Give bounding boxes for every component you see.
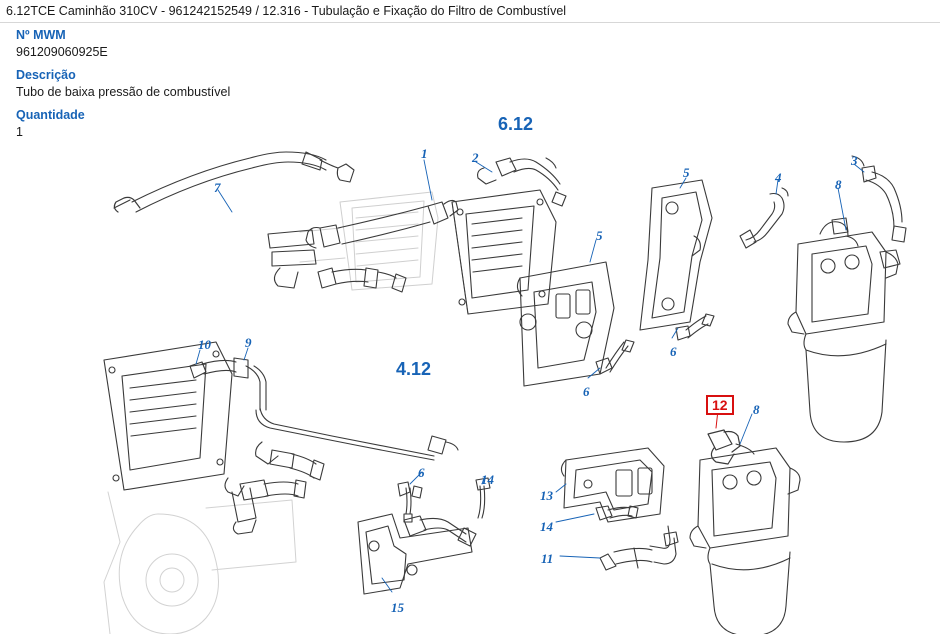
callout-5[interactable]: 5: [683, 165, 690, 180]
quantity-label: Quantidade: [16, 108, 85, 122]
callout-8[interactable]: 8: [753, 402, 760, 417]
callout-1[interactable]: 1: [421, 146, 428, 161]
callout-9[interactable]: 9: [245, 335, 252, 350]
callout-13[interactable]: 13: [540, 488, 553, 503]
callout-10[interactable]: 10: [198, 337, 211, 352]
breadcrumb: 6.12TCE Caminhão 310CV - 961242152549 / 12.316 - Tubulação e Fixação do Filtro de Combustível: [6, 4, 567, 18]
callout-6[interactable]: 6: [418, 465, 425, 480]
description-value: Tubo de baixa pressão de combustível: [16, 85, 231, 99]
callout-5[interactable]: 5: [596, 228, 603, 243]
callout-11[interactable]: 11: [541, 551, 554, 566]
callout-14[interactable]: 14: [481, 472, 494, 487]
quantity-value: 1: [16, 125, 23, 139]
callout-6[interactable]: 6: [670, 344, 677, 359]
exploded-parts-drawing: [0, 22, 940, 634]
selected-callout-12[interactable]: 12: [706, 395, 734, 415]
callout-4[interactable]: 4: [775, 170, 782, 185]
callout-14[interactable]: 14: [540, 519, 553, 534]
callout-2[interactable]: 2: [472, 150, 479, 165]
callout-7[interactable]: 7: [214, 180, 221, 195]
group-label: 6.12: [498, 114, 534, 134]
callout-3[interactable]: 3: [851, 153, 858, 168]
description-label: Descrição: [16, 68, 76, 82]
mwm-label: Nº MWM: [16, 28, 66, 42]
callout-6[interactable]: 6: [583, 384, 590, 399]
callout-8[interactable]: 8: [835, 177, 842, 192]
group-label: 4.12: [396, 359, 432, 379]
diagram-canvas[interactable]: [0, 22, 940, 634]
callout-15[interactable]: 15: [391, 600, 404, 615]
mwm-value: 961209060925E: [16, 45, 108, 59]
